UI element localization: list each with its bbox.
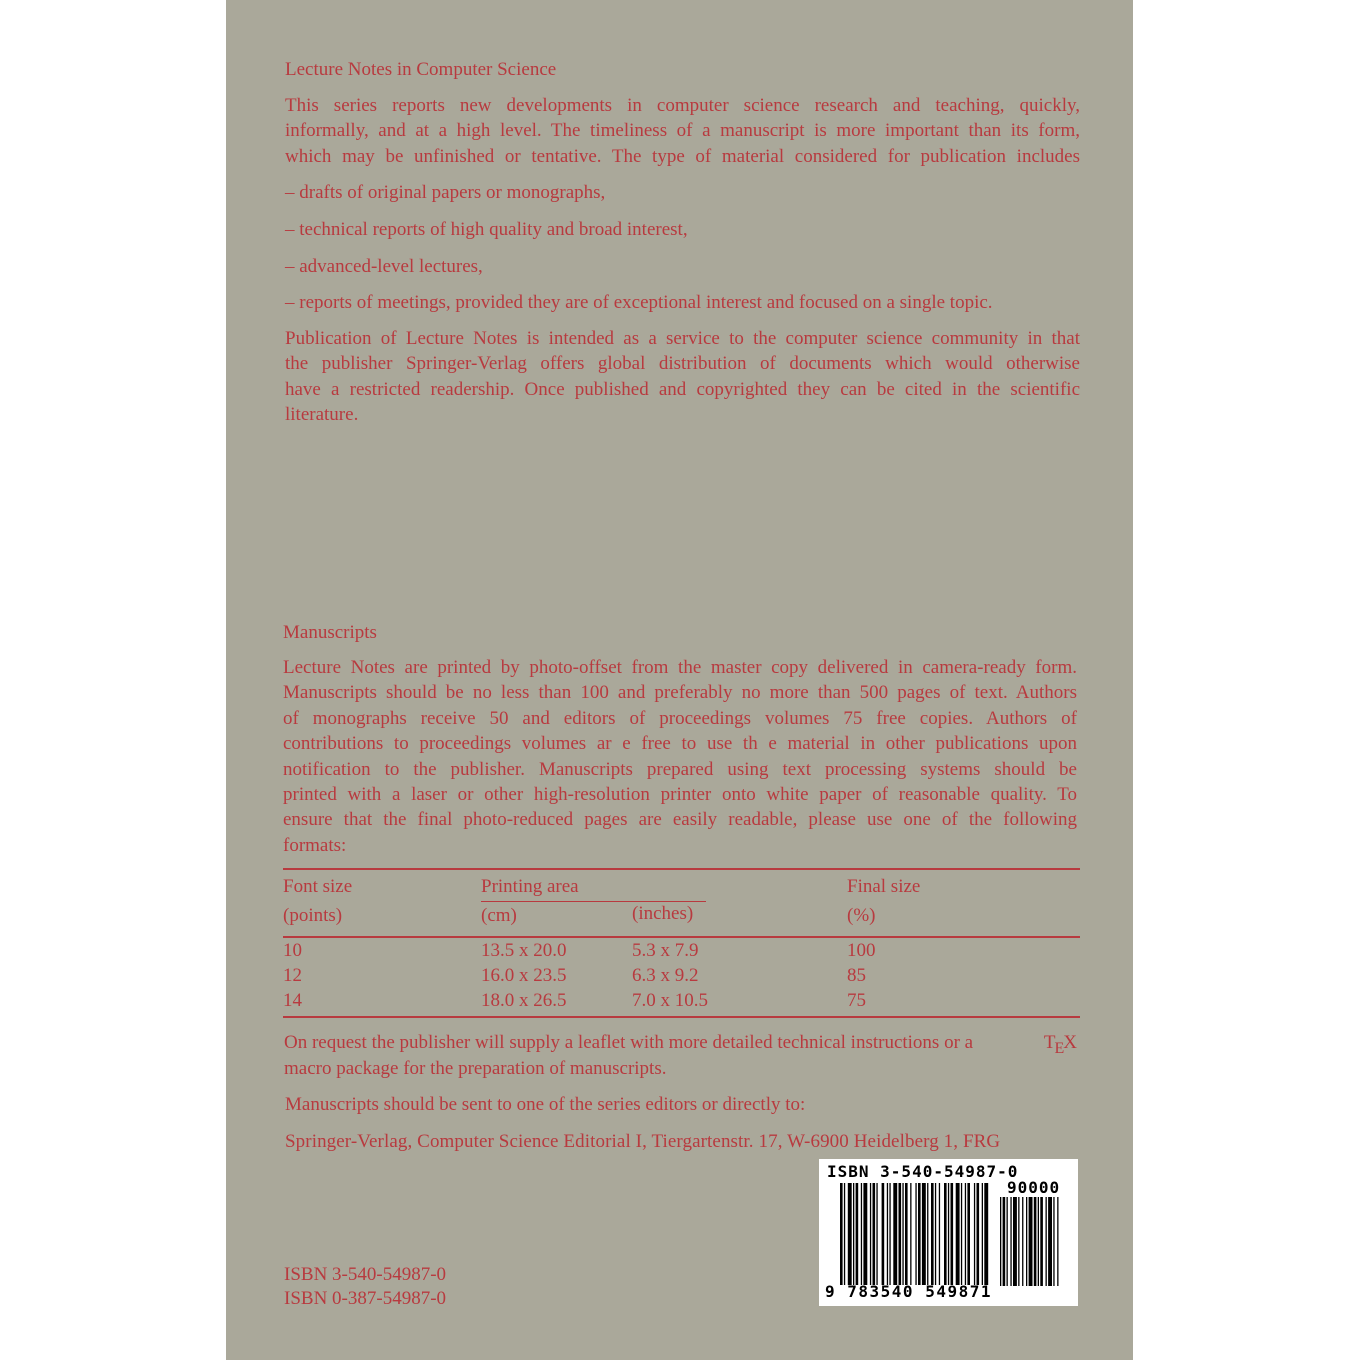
barcode-bar <box>1046 1197 1047 1286</box>
barcode-bar <box>982 1183 983 1285</box>
barcode-bar <box>974 1183 975 1285</box>
cell-final-size: 75 <box>847 990 866 1011</box>
barcode-bar <box>899 1183 902 1285</box>
barcode-bar <box>887 1183 888 1285</box>
table-header-printing-area: Printing area <box>481 876 579 897</box>
barcode-bar <box>915 1183 916 1285</box>
table-header-inches: (inches) <box>632 903 694 924</box>
intro-line: informally, and at a high level. The timeliness of a manuscript is more important than its form, <box>285 120 1080 142</box>
manuscripts-line: ensure that the final photo-reduced pages are easily readable, please use one of the following <box>283 809 1077 831</box>
publication-line: have a restricted readership. Once published and copyrighted they can be cited in the scientific <box>285 378 1080 400</box>
barcode-bar <box>1040 1197 1043 1286</box>
barcode-bar <box>889 1183 890 1285</box>
barcode-ean-number: 9 783540 549871 <box>825 1282 992 1301</box>
barcode-bar <box>956 1183 960 1285</box>
publication-paragraph <box>285 326 1080 428</box>
publication-line: the publisher Springer-Verlag offers global distribution of documents which would otherwise <box>285 353 1080 375</box>
barcode-bar <box>965 1183 966 1285</box>
manuscripts-line: Manuscripts should be no less than 100 and preferably no more than 500 pages of text. Authors <box>283 682 1077 704</box>
manuscripts-line: of monographs receive 50 and editors of proceedings volumes 75 free copies. Authors of <box>283 707 1077 729</box>
intro-paragraph <box>285 93 1080 169</box>
cell-font-size: 10 <box>283 940 302 961</box>
barcode-bar <box>840 1183 843 1285</box>
manuscripts-line: printed with a laser or other high-resolution printer onto white paper of reasonable quality. To <box>283 784 1077 806</box>
isbn-line: ISBN 3-540-54987-0 <box>284 1264 447 1285</box>
barcode-bar <box>977 1183 980 1285</box>
barcode-bar <box>984 1183 988 1285</box>
cell-inches: 5.3 x 7.9 <box>632 940 699 961</box>
barcode-bar <box>856 1183 859 1285</box>
list-item: – advanced-level lectures, <box>285 256 483 277</box>
barcode-bar <box>863 1183 867 1285</box>
tex-logo <box>1044 1030 1077 1056</box>
barcode-bar <box>905 1183 908 1285</box>
cell-font-size: 12 <box>283 965 302 986</box>
tex-logo-e: E <box>1054 1040 1065 1057</box>
barcode-bar <box>870 1183 871 1285</box>
barcode-bar <box>1000 1197 1001 1286</box>
manuscripts-line: contributions to proceedings volumes ar e free to use th e material in other publications upon <box>283 733 1077 755</box>
intro-line: which may be unfinished or tentative. The type of material considered for publication includes <box>285 145 1080 167</box>
barcode-bar <box>1034 1197 1037 1286</box>
barcode-bar <box>882 1183 885 1285</box>
cell-cm: 18.0 x 26.5 <box>481 990 567 1011</box>
cell-cm: 16.0 x 23.5 <box>481 965 567 986</box>
barcode-bar <box>1038 1197 1039 1286</box>
request-line: macro package for the preparation of manuscripts. <box>284 1058 667 1080</box>
manuscripts-line: Lecture Notes are printed by photo-offset from the master copy delivered in camera-ready form. <box>283 657 1077 678</box>
request-line <box>284 1030 1077 1056</box>
list-item: – technical reports of high quality and broad interest, <box>285 219 688 240</box>
barcode-bar <box>927 1183 928 1285</box>
barcode-bar <box>1029 1197 1033 1286</box>
barcode-bar <box>1010 1197 1011 1286</box>
table-header-final-size: Final size <box>847 876 921 897</box>
publication-line: Publication of Lecture Notes is intended as a service to the computer science community in that <box>285 328 1080 349</box>
barcode-bar <box>893 1183 897 1285</box>
barcode-addon-number: 90000 <box>1007 1178 1061 1197</box>
barcode-bar <box>848 1183 852 1285</box>
barcode-bar <box>902 1183 903 1285</box>
table-top-rule <box>283 868 1080 870</box>
send-instructions: Manuscripts should be sent to one of the series editors or directly to: <box>285 1094 806 1115</box>
barcode-bar <box>931 1183 934 1285</box>
barcode-bar <box>1018 1197 1019 1286</box>
series-title: Lecture Notes in Computer Science <box>285 59 557 80</box>
back-cover <box>226 0 1133 1360</box>
publisher-address: Springer-Verlag, Computer Science Editorial I, Tiergartenstr. 17, W-6900 Heidelberg 1, FRG <box>285 1131 1001 1152</box>
table-header-font-size: Font size <box>283 876 353 897</box>
barcode-bar <box>961 1183 962 1285</box>
isbn-line: ISBN 0-387-54987-0 <box>284 1288 447 1309</box>
barcode-bar <box>939 1183 940 1285</box>
barcode-bar <box>853 1183 854 1285</box>
manuscripts-line: notification to the publisher. Manuscripts prepared using text processing systems should be <box>283 758 1077 780</box>
table-header-cm: (cm) <box>481 905 517 926</box>
barcode-isbn-label: ISBN 3-540-54987-0 <box>827 1162 1019 1181</box>
manuscripts-paragraph <box>283 655 1077 858</box>
barcode-bar <box>1022 1197 1023 1286</box>
barcode-bar <box>844 1183 845 1285</box>
barcode-bar <box>951 1183 954 1285</box>
cell-font-size: 14 <box>283 990 302 1011</box>
manuscripts-heading: Manuscripts <box>283 622 377 643</box>
barcode-bar <box>1007 1197 1008 1286</box>
barcode-bar <box>1003 1197 1006 1286</box>
barcode-bar <box>1057 1197 1058 1286</box>
barcode-bar <box>967 1183 970 1285</box>
intro-line: This series reports new developments in computer science research and teaching, quickly, <box>285 95 1080 116</box>
barcode-bar <box>948 1183 949 1285</box>
table-bottom-rule <box>283 1016 1080 1018</box>
list-item: – reports of meetings, provided they are of exceptional interest and focused on a single topic. <box>285 292 993 313</box>
barcode-bar <box>935 1183 936 1285</box>
request-line-text: On request the publisher will supply a leaflet with more detailed technical instructions or a <box>284 1032 974 1053</box>
barcode-bar <box>922 1183 926 1285</box>
cell-cm: 13.5 x 20.0 <box>481 940 567 961</box>
cell-final-size: 85 <box>847 965 866 986</box>
list-item: – drafts of original papers or monographs, <box>285 182 606 203</box>
barcode-bar <box>1013 1197 1017 1286</box>
barcode-bar <box>1053 1197 1054 1286</box>
barcode-bar <box>918 1183 921 1285</box>
barcode-bar <box>944 1183 947 1285</box>
cell-inches: 7.0 x 10.5 <box>632 990 708 1011</box>
table-header-points: (points) <box>283 905 343 926</box>
table-header-percent: (%) <box>847 905 876 926</box>
cell-final-size: 100 <box>847 940 876 961</box>
barcode-bar <box>873 1183 876 1285</box>
barcode-bar <box>1026 1197 1027 1286</box>
barcode <box>819 1159 1078 1306</box>
barcode-bar <box>1048 1197 1052 1286</box>
barcode-bar <box>861 1183 862 1285</box>
barcode-bar <box>910 1183 911 1285</box>
cell-inches: 6.3 x 9.2 <box>632 965 699 986</box>
publication-line: literature. <box>285 404 359 426</box>
tex-logo-x: X <box>1063 1032 1077 1053</box>
request-paragraph <box>284 1030 1077 1082</box>
tex-logo-t: T <box>1043 1032 1056 1053</box>
manuscripts-line: formats: <box>283 834 347 856</box>
barcode-bar <box>876 1183 877 1285</box>
